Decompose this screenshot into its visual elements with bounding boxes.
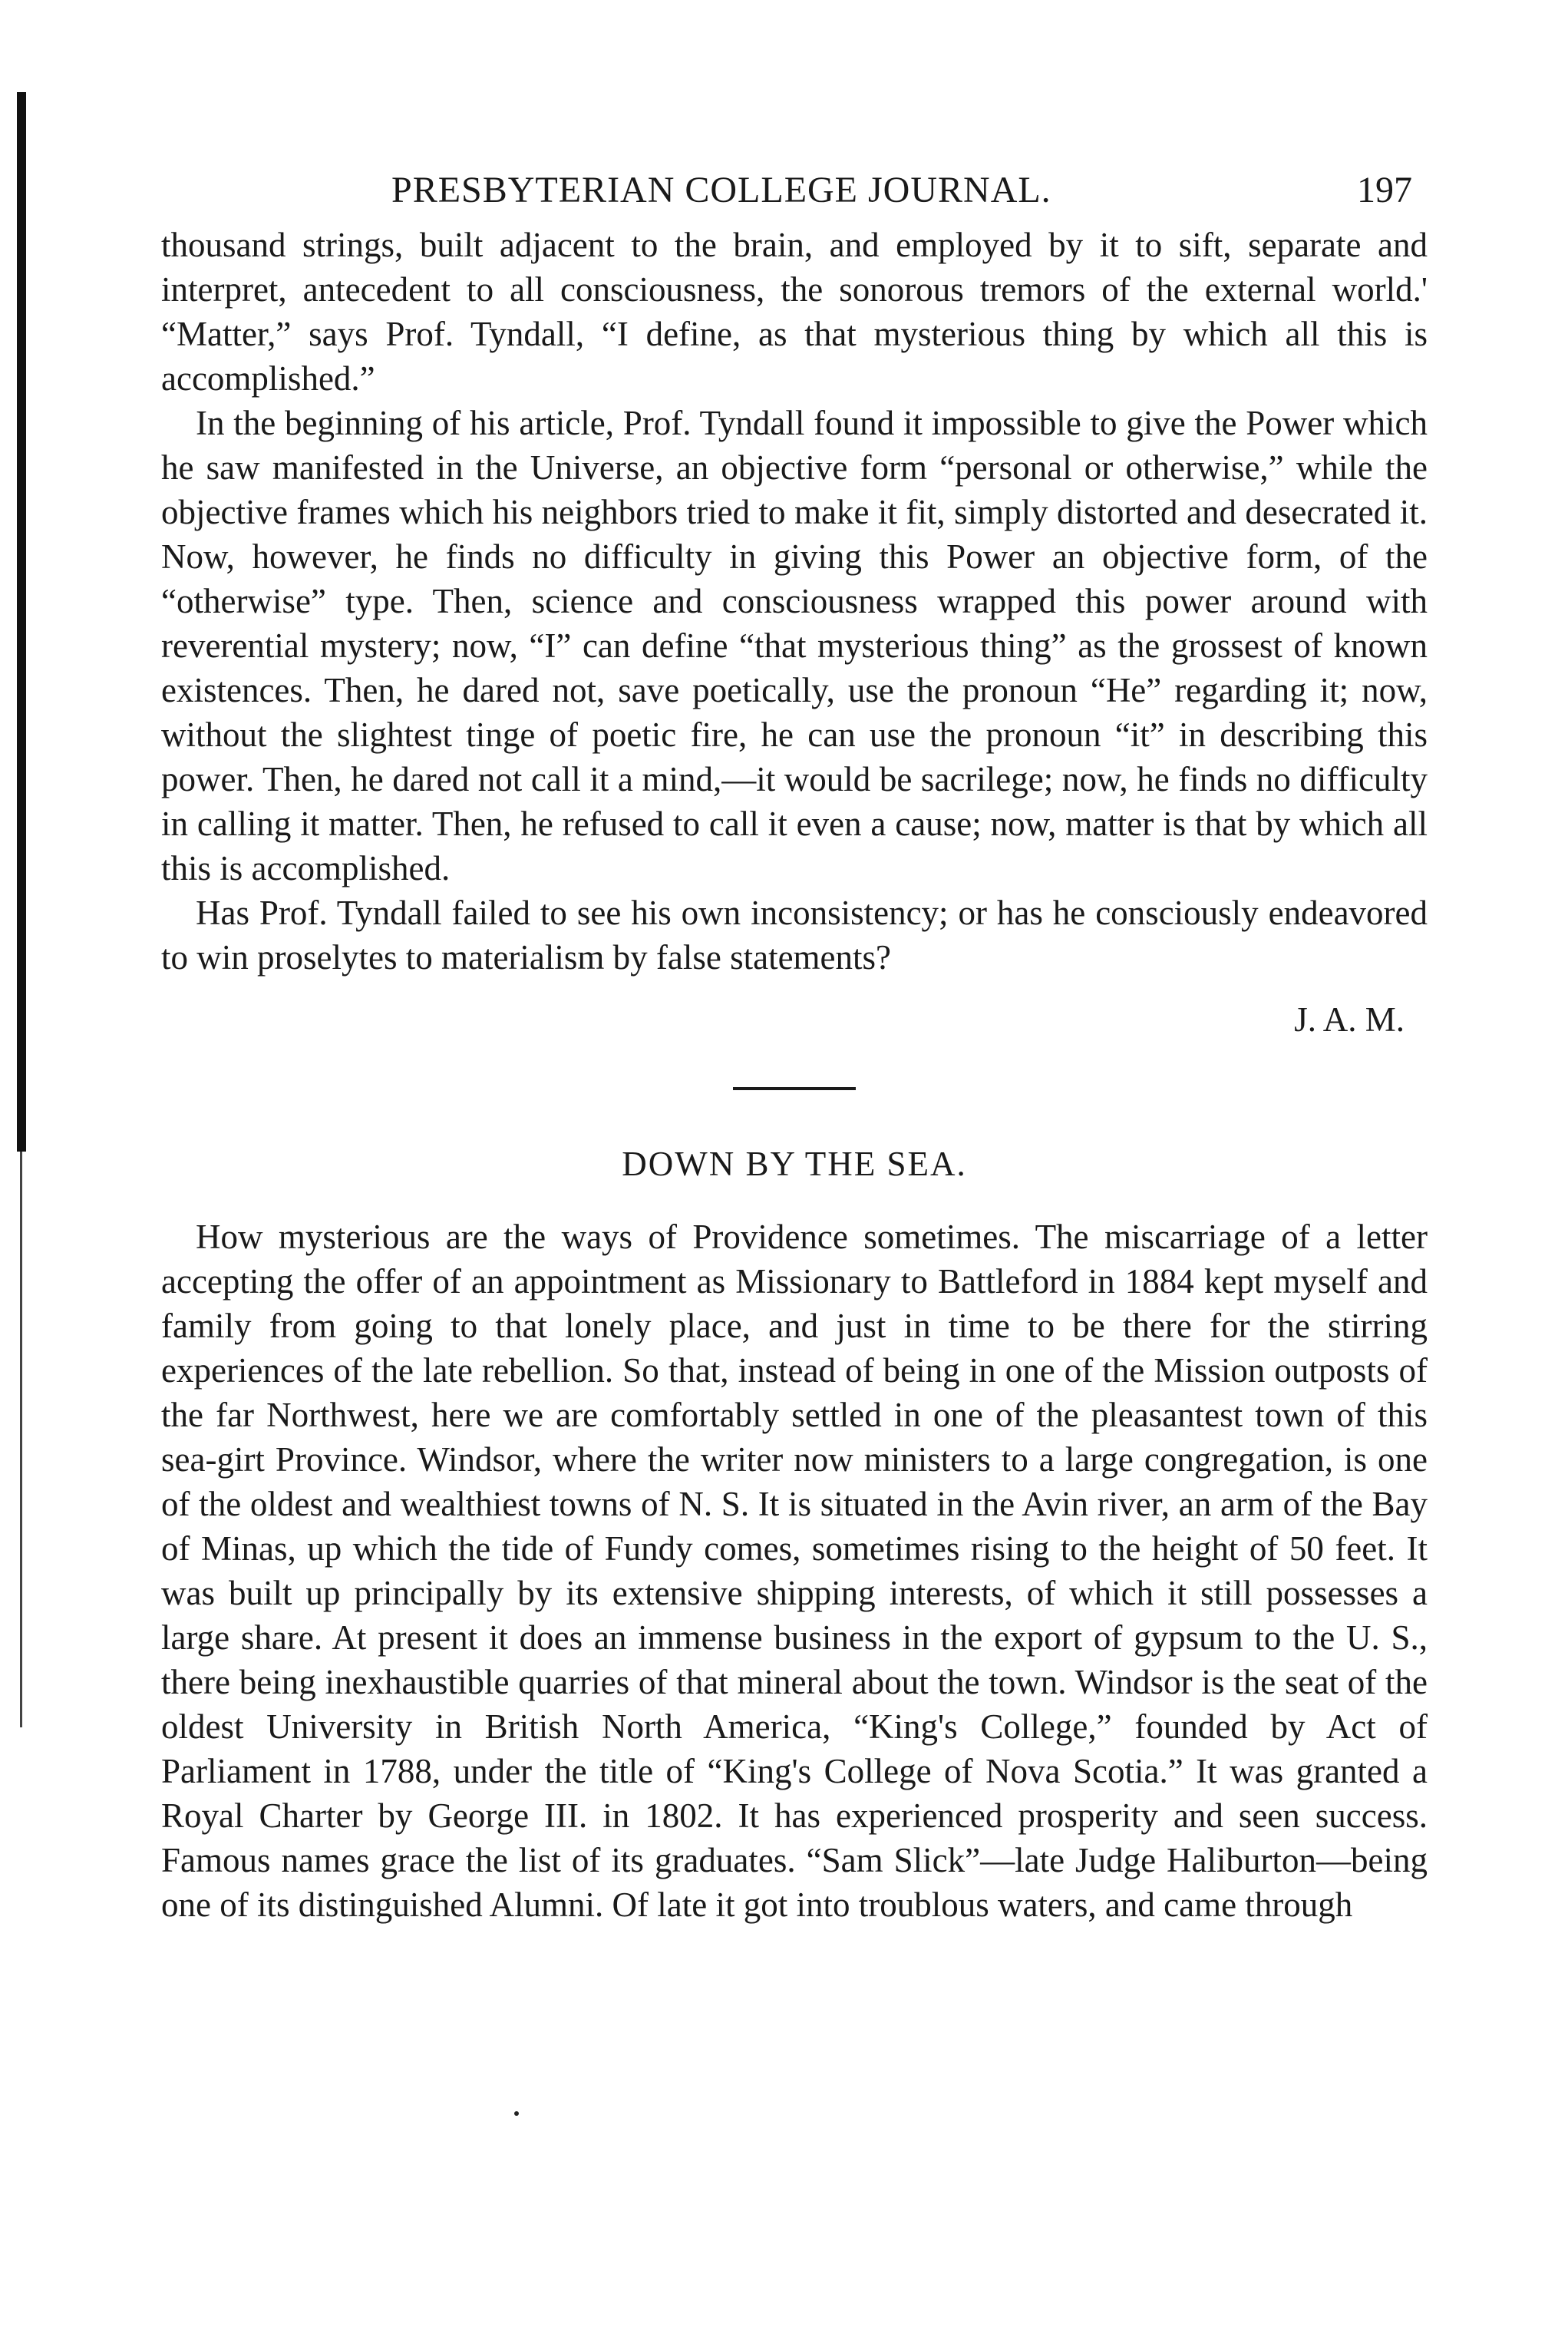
article-title: DOWN BY THE SEA. bbox=[622, 1145, 967, 1183]
footer-mark bbox=[514, 2111, 519, 2116]
article-body bbox=[161, 1215, 1428, 1927]
journal-page bbox=[161, 169, 1428, 1927]
author-signature: J. A. M. bbox=[1294, 1000, 1405, 1039]
binding-edge-line bbox=[20, 1152, 22, 1727]
body-paragraph: Has Prof. Tyndall failed to see his own inconsistency; or has he consciously endeavored to win proselytes to materialism by false statements? bbox=[161, 894, 1428, 977]
body-paragraph: How mysterious are the ways of Providence sometimes. The miscarriage of a letter accepting the offer of an appointment as Missionary to Battleford in 1884 kept myself and family from going to that lonely place, and just in time to be there for the stirring experiences of the late rebellion. So that, instead of being in one of the Mission outposts of the far Northwest, here we are comfortably settled in one of the pleasantest town of this sea-girt Province. Windsor, where the writer now ministers to a large congregation, is one of the oldest and wealthiest towns of N. S. It is situated in the Avin river, an arm of the Bay of Minas, up which the tide of Fundy comes, sometimes rising to the height of 50 feet. It was built up principally by its extensive shipping interests, of which it still possesses a large share. At present it does an immense business in the export of gypsum to the U. S., there being inexhaustible quarries of that mineral about the town. Windsor is the seat of the oldest University in British North America, “King's College,” founded by Act of Parliament in 1788, under the title of “King's College of Nova Scotia.” It was granted a Royal Charter by George III. in 1802. It has experienced prosperity and seen success. Famous names grace the list of its graduates. “Sam Slick”—late Judge Haliburton—being one of its distinguished Alumni. Of late it got into troublous waters, and came through bbox=[161, 1218, 1428, 1924]
article-end-body bbox=[161, 223, 1428, 980]
section-divider bbox=[733, 1087, 856, 1090]
binding-edge-bar bbox=[17, 92, 26, 1152]
body-paragraph: thousand strings, built adjacent to the brain, and employed by it to sift, separate and interpret, antecedent to all consciousness, the sonorous tremors of the external world.' “Matter,” says Prof. Tyndall, “I define, as that mysterious thing by which all this is accomplished.” bbox=[161, 226, 1428, 398]
page-number: 197 bbox=[1357, 170, 1412, 210]
running-header bbox=[161, 169, 1428, 223]
running-title: PRESBYTERIAN COLLEGE JOURNAL. bbox=[391, 170, 1051, 210]
body-paragraph: In the beginning of his article, Prof. Tyndall found it impossible to give the Power which he saw manifested in the Universe, an objective form “personal or otherwise,” while the objective frames which his neighbors tried to make it fit, simply distorted and desecrated it. Now, however, he finds no difficulty in giving this Power an objective form, of the “otherwise” type. Then, science and consciousness wrapped this power around with reverential mystery; now, “I” can define “that mysterious thing” as the grossest of known existences. Then, he dared not, save poetically, use the pronoun “He” regarding it; now, without the slightest tinge of poetic fire, he can use the pronoun “it” in describing this power. Then, he dared not call it a mind,—it would be sacrilege; now, he finds no difficulty in calling it matter. Then, he refused to call it even a cause; now, matter is that by which all this is accomplished. bbox=[161, 404, 1428, 887]
